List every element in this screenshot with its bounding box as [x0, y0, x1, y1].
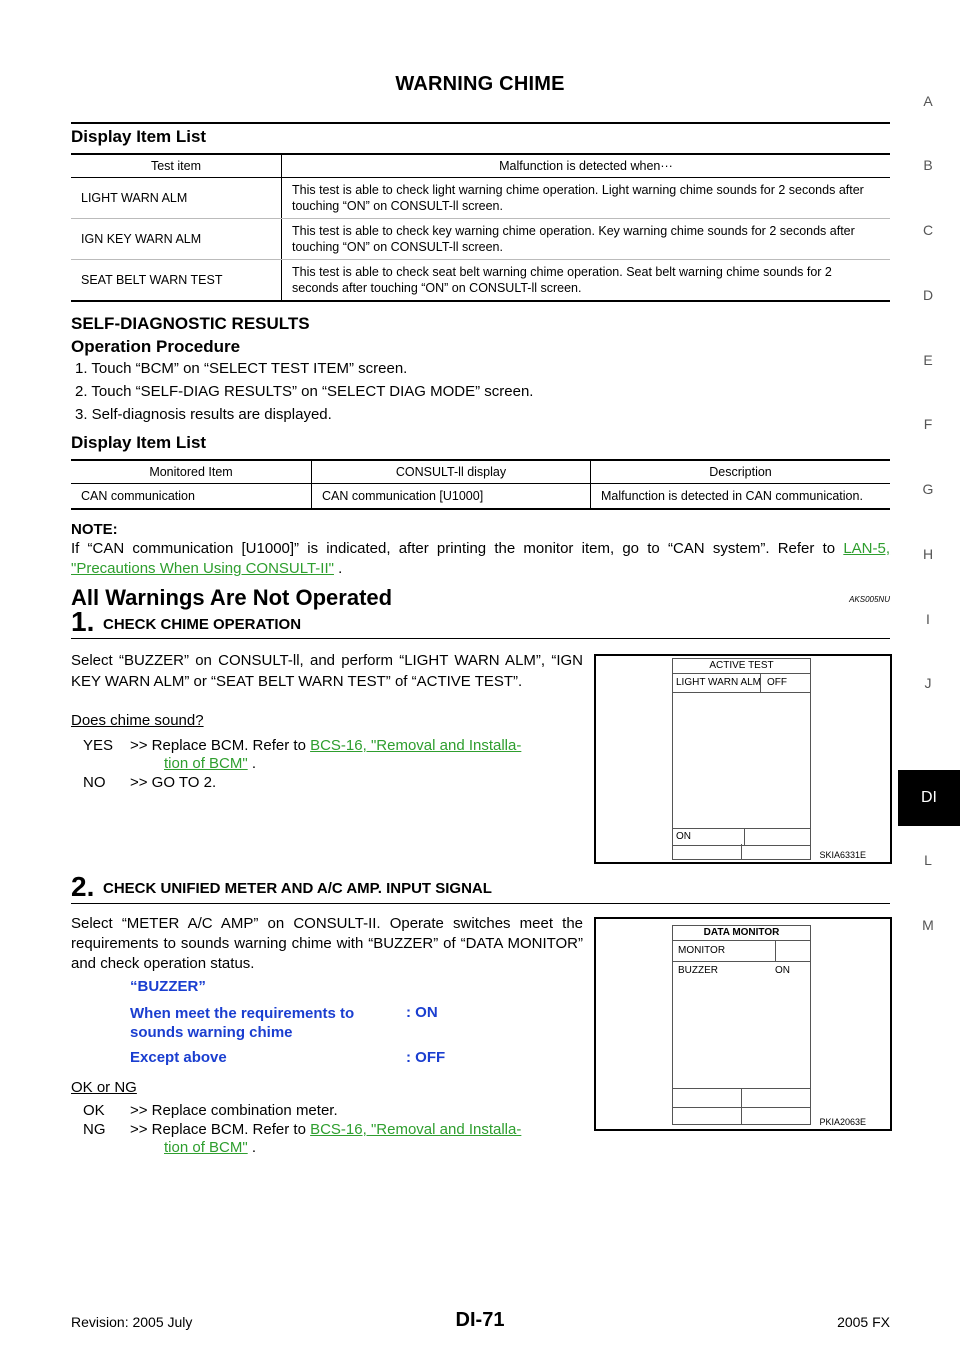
button-divider-2	[741, 1107, 742, 1124]
button-divider-1	[741, 1089, 742, 1107]
table-row	[71, 219, 890, 260]
col-header-malfunction: Malfunction is detected when···	[282, 155, 891, 178]
active-test-title: ACTIVE TEST	[673, 659, 810, 674]
step-2-title: CHECK UNIFIED METER AND A/C AMP. INPUT SIGNAL	[103, 880, 492, 897]
yes-answer-cont	[164, 754, 256, 774]
button-divider	[741, 844, 742, 859]
data-monitor-title: DATA MONITOR	[673, 926, 810, 941]
section-code: AKS005NU	[849, 595, 890, 604]
cell-description: This test is able to check light warning chime operation. Light warning chime sounds for 2 seconds after touching “ON” on CONSULT-ll screen.	[282, 178, 891, 219]
index-letter-e[interactable]: E	[923, 352, 933, 368]
spec-title: “BUZZER”	[130, 978, 206, 995]
yes-answer	[130, 736, 585, 756]
step-1-number: 1.	[71, 606, 95, 637]
lan-5-link[interactable]: LAN-5, "Precautions When Using CONSULT-II"	[71, 540, 891, 577]
monitor-header: MONITOR	[678, 945, 726, 956]
spec-1-value: : ON	[406, 1004, 438, 1021]
step-2-text: Select “METER A/C AMP” on CONSULT-II. Operate switches meet the requirements to sounds warning chime with “BUZZER” of “DATA MONITOR” and check operation status.	[71, 915, 583, 972]
button-row-1	[673, 1088, 810, 1108]
ok-label: OK	[83, 1102, 105, 1119]
index-letter-c[interactable]: C	[922, 222, 934, 238]
buzzer-row	[673, 962, 810, 980]
spec-2-label: Except above	[130, 1049, 227, 1066]
display-item-list-heading-1: Display Item List	[71, 127, 207, 146]
page-number: DI-71	[455, 1309, 505, 1331]
note-body: If “CAN communication [U1000]” is indicated, after printing the monitor item, go to “CAN system”. Refer to	[71, 540, 836, 557]
col-header-test-item: Test item	[71, 155, 282, 178]
index-letter-i[interactable]: I	[926, 611, 930, 627]
ok-answer: >> Replace combination meter.	[130, 1102, 338, 1119]
header-divider	[775, 941, 776, 961]
index-letter-d[interactable]: D	[922, 287, 934, 303]
index-letter-f[interactable]: F	[923, 416, 933, 432]
active-test-item: LIGHT WARN ALM	[676, 677, 762, 688]
procedure-step-3: 3. Self-diagnosis results are displayed.	[75, 406, 332, 423]
active-test-figure	[594, 654, 892, 864]
cell-description: Malfunction is detected in CAN communication.	[591, 484, 891, 509]
index-letter-a[interactable]: A	[923, 93, 933, 109]
display-item-list-heading-2: Display Item List	[71, 433, 207, 452]
ng-answer-cont	[164, 1138, 256, 1158]
index-letter-h[interactable]: H	[922, 546, 934, 562]
bcs-16-link-2[interactable]: BCS-16, "Removal and Installa-	[310, 1121, 522, 1138]
cell-test-item: SEAT BELT WARN TEST	[81, 273, 223, 287]
table-row	[71, 178, 890, 219]
no-label: NO	[83, 774, 106, 791]
monitor-header-row	[673, 941, 810, 962]
cell-monitored-item: CAN communication	[81, 489, 195, 503]
spec-2-value: : OFF	[406, 1049, 446, 1066]
note-text	[71, 539, 890, 579]
table-row	[71, 484, 890, 509]
step-1-question: Does chime sound?	[71, 712, 204, 729]
note-tail: .	[333, 560, 343, 577]
ng-text: >> Replace BCM. Refer to	[130, 1121, 306, 1138]
cell-description: This test is able to check seat belt warning chime operation. Seat belt warning chime sounds for 2 seconds after touching “ON” on CONSULT-ll screen.	[282, 260, 891, 301]
step-2-question: OK or NG	[71, 1079, 137, 1096]
test-item-table	[71, 153, 890, 302]
operation-procedure-heading: Operation Procedure	[71, 337, 241, 356]
active-test-screen	[672, 658, 811, 860]
col-header-monitored-item: Monitored Item	[71, 461, 312, 484]
yes-tail: .	[247, 755, 257, 772]
cell-description: This test is able to check key warning chime operation. Key warning chime sounds for 2 seconds after touching “ON” on CONSULT-ll screen.	[282, 219, 891, 260]
on-button[interactable]: ON	[673, 829, 745, 845]
index-letter-g[interactable]: G	[922, 481, 934, 497]
procedure-step-2: 2. Touch “SELF-DIAG RESULTS” on “SELECT DIAG MODE” screen.	[75, 383, 534, 400]
step-1-text: Select “BUZZER” on CONSULT-ll, and perform “LIGHT WARN ALM”, “IGN KEY WARN ALM” or “SEAT BELT WARN TEST” of “ACTIVE TEST”.	[71, 652, 583, 690]
col-header-description: Description	[591, 461, 891, 484]
index-letter-j[interactable]: J	[924, 675, 932, 691]
figure-code: PKIA2063E	[819, 1117, 866, 1127]
monitored-item-table	[71, 459, 890, 510]
cell-test-item: IGN KEY WARN ALM	[71, 219, 282, 260]
cell-test-item: LIGHT WARN ALM	[71, 178, 282, 219]
bcs-16-link-2-cont[interactable]: tion of BCM"	[164, 1139, 248, 1156]
bcs-16-link[interactable]: BCS-16, "Removal and Installa-	[310, 737, 522, 754]
step-2-number: 2.	[71, 871, 95, 902]
ng-label: NG	[83, 1121, 106, 1138]
data-monitor-figure	[594, 917, 892, 1131]
step-2-rule	[71, 903, 890, 904]
section-heading: All Warnings Are Not Operated	[71, 585, 393, 610]
cell-consult-display: CAN communication [U1000]	[312, 484, 591, 509]
index-letter-l[interactable]: L	[924, 852, 932, 868]
index-letter-m[interactable]: M	[922, 917, 934, 933]
yes-text: >> Replace BCM. Refer to	[130, 737, 306, 754]
data-monitor-screen	[672, 925, 811, 1125]
figure-code: SKIA6331E	[819, 850, 866, 860]
footer-revision: Revision: 2005 July	[71, 1314, 193, 1330]
no-answer: >> GO TO 2.	[130, 774, 217, 791]
page-title: WARNING CHIME	[395, 73, 565, 95]
active-test-value: OFF	[760, 674, 787, 692]
ng-answer	[130, 1120, 585, 1140]
step-1-title: CHECK CHIME OPERATION	[103, 616, 302, 633]
buzzer-item: BUZZER	[678, 965, 718, 976]
index-tab-di-active[interactable]: DI	[898, 770, 960, 826]
ng-tail: .	[247, 1139, 257, 1156]
procedure-step-1: 1. Touch “BCM” on “SELECT TEST ITEM” screen.	[75, 360, 408, 377]
yes-label: YES	[83, 737, 114, 754]
table-row	[71, 260, 890, 301]
spec-1-label: When meet the requirements to sounds warning chime	[130, 1005, 355, 1041]
self-diag-heading: SELF-DIAGNOSTIC RESULTS	[71, 314, 310, 333]
note-label: NOTE:	[71, 521, 118, 538]
footer-model: 2005 FX	[837, 1314, 890, 1330]
bcs-16-link-cont[interactable]: tion of BCM"	[164, 755, 248, 772]
col-header-consult-display: CONSULT-ll display	[312, 461, 591, 484]
index-letter-b[interactable]: B	[923, 157, 933, 173]
header-rule	[71, 122, 890, 124]
active-test-row	[673, 674, 810, 693]
buzzer-value: ON	[775, 965, 790, 976]
step-1-rule	[71, 638, 890, 639]
